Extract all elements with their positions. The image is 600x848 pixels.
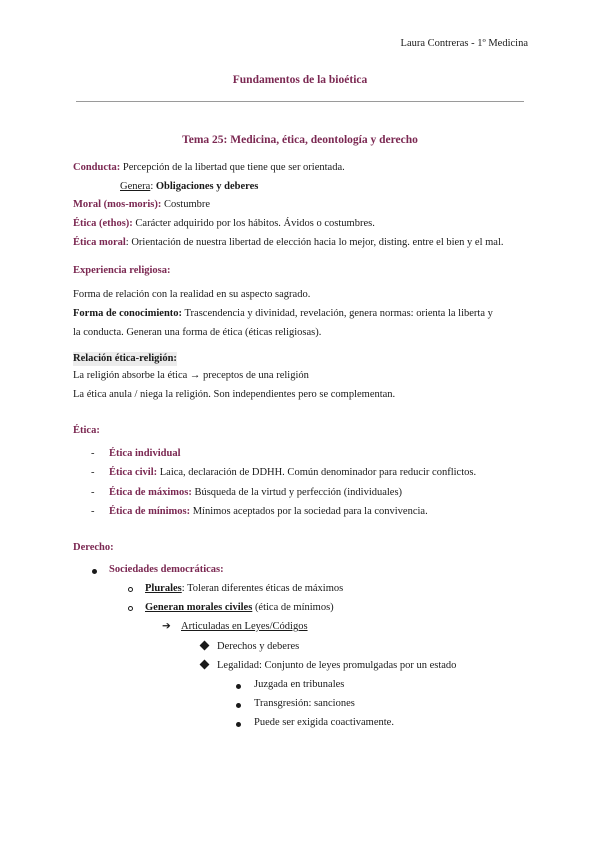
etica-item-text: Mínimos aceptados por la sociedad para la convivencia. — [190, 506, 428, 517]
moral-text: Costumbre — [161, 199, 211, 210]
bullet-icon — [236, 684, 241, 689]
plurales-text: : Toleran diferentes éticas de máximos — [181, 583, 344, 594]
relacion-line1: La religión absorbe la ética → preceptos de una religión — [73, 370, 309, 381]
author-header: Laura Contreras - 1º Medicina — [400, 38, 528, 49]
bullet-icon — [236, 722, 241, 727]
experiencia-line1: Forma de relación con la realidad en su aspecto sagrado. — [73, 289, 311, 300]
etica-item — [109, 505, 428, 519]
topic-title: Tema 25: Medicina, ética, deontología y derecho — [182, 134, 418, 146]
bullet-icon — [92, 569, 97, 574]
etica-item-term: Ética individual — [109, 448, 181, 459]
experiencia-heading: Experiencia religiosa: — [73, 265, 171, 276]
genera-text: Obligaciones y deberes — [155, 181, 259, 192]
diamond-bullet-icon — [200, 641, 210, 651]
moral-term: Moral (mos-moris): — [73, 199, 162, 210]
course-title: Fundamentos de la bioética — [232, 74, 368, 86]
etica-item-term: Ética de máximos: — [109, 487, 192, 498]
plurales-term: Plurales — [145, 583, 182, 594]
moral-line — [73, 198, 210, 212]
etica-item — [109, 486, 402, 500]
conducta-text: Percepción de la libertad que tiene que ser orientada. — [120, 162, 345, 173]
diamond-bullet-icon — [200, 660, 210, 670]
generan-line — [145, 601, 334, 615]
bullet-ring-icon — [128, 587, 133, 592]
sub-item: Juzgada en tribunales — [254, 679, 345, 690]
experiencia-line2 — [73, 307, 493, 321]
generan-term: Generan morales civiles — [145, 602, 253, 613]
dash-bullet: - — [91, 506, 95, 517]
etica-item-term: Ética de mínimos: — [109, 506, 191, 517]
sociedades-democraticas: Sociedades democráticas: — [109, 564, 224, 575]
etica-item — [109, 447, 180, 461]
generan-text: (ética de mínimos) — [252, 602, 334, 613]
forma-conocimiento-term: Forma de conocimiento: — [73, 308, 183, 319]
etica-item — [109, 466, 476, 480]
etica-moral-text: : Orientación de nuestra libertad de elección hacia lo mejor, disting. entre el bien y el mal. — [125, 237, 504, 248]
title-divider — [76, 101, 524, 102]
forma-conocimiento-text: Trascendencia y divinidad, revelación, genera normas: orienta la liberta y — [182, 308, 493, 319]
derechos-line: Derechos y deberes — [217, 641, 300, 652]
etica-item-text: Laica, declaración de DDHH. Común denominador para reducir conflictos. — [157, 467, 477, 478]
etica-section-heading: Ética: — [73, 425, 100, 436]
derecho-heading: Derecho: — [73, 542, 114, 553]
etica-text: Carácter adquirido por los hábitos. Ávidos o costumbres. — [132, 218, 375, 229]
sub-item: Puede ser exigida coactivamente. — [254, 717, 394, 728]
conducta-term: Conducta: — [73, 162, 121, 173]
etica-item-term: Ética civil: — [109, 467, 158, 478]
etica-moral-term: Ética moral — [73, 237, 126, 248]
etica-line — [73, 217, 375, 231]
plurales-line — [145, 582, 343, 596]
genera-line — [120, 180, 258, 194]
arrow-right-icon: ➔ — [162, 621, 171, 632]
etica-term: Ética (ethos): — [73, 218, 133, 229]
bullet-icon — [236, 703, 241, 708]
relacion-heading: Relación ética-religión: — [73, 353, 177, 364]
dash-bullet: - — [91, 467, 95, 478]
genera-colon: : — [150, 181, 156, 192]
dash-bullet: - — [91, 487, 95, 498]
dash-bullet: - — [91, 448, 95, 459]
genera-label: Genera — [120, 181, 151, 192]
etica-moral-line — [73, 236, 504, 250]
legalidad-line: Legalidad: Conjunto de leyes promulgadas por un estado — [217, 660, 457, 671]
etica-item-text: Búsqueda de la virtud y perfección (individuales) — [191, 487, 403, 498]
experiencia-line3: la conducta. Generan una forma de ética (éticas religiosas). — [73, 327, 322, 338]
relacion-line2: La ética anula / niega la religión. Son independientes pero se complementan. — [73, 389, 396, 400]
bullet-ring-icon — [128, 606, 133, 611]
conducta-line — [73, 161, 345, 175]
sub-item: Transgresión: sanciones — [254, 698, 355, 709]
articuladas-line: Articuladas en Leyes/Códigos — [181, 621, 308, 632]
